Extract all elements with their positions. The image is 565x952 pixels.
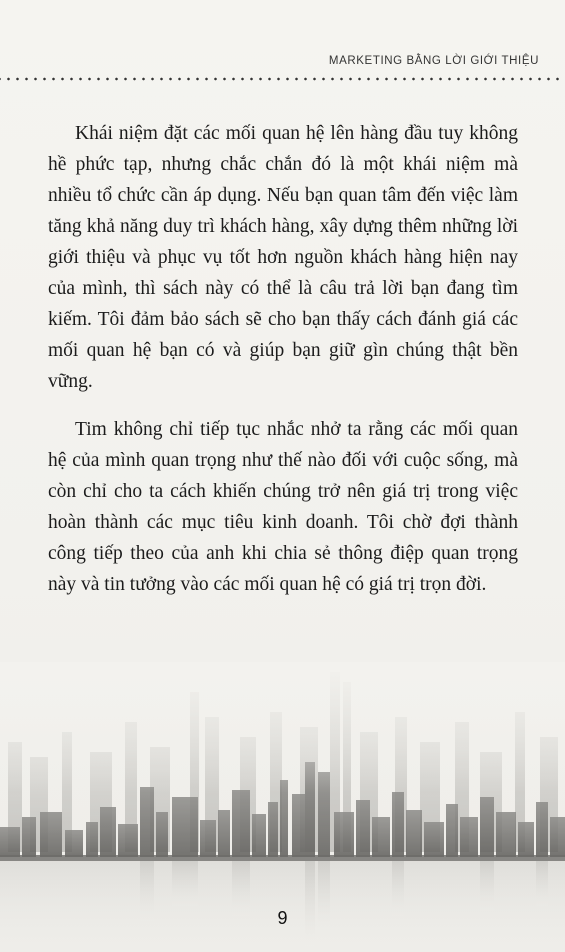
page-number: 9 [277,908,288,928]
paragraph-2: Tim không chỉ tiếp tục nhắc nhở ta rằng các mối quan hệ của mình quan trọng như thế nào đối với cuộc sống, mà còn chỉ cho ta cách khiến chúng trở nên giá trị trong việc hoàn thành các mục tiêu kinh doanh. Tôi chờ đợi thành công tiếp theo của anh khi chia sẻ thông điệp quan trọng này và tin tưởng vào các mối quan hệ có giá trị trọn đời. [48,419,518,595]
paragraph-1: Khái niệm đặt các mối quan hệ lên hàng đầu tuy không hề phức tạp, nhưng chắc chắn đó là một khái niệm mà nhiều tổ chức cần áp dụng. Nếu bạn quan tâm đến việc làm tăng khả năng duy trì khách hàng, xây dựng thêm những lời giới thiệu và phục vụ tốt hơn nguồn khách hàng hiện nay của mình, thì sách này có thể là câu trả lời bạn đang tìm kiếm. Tôi đảm bảo sách sẽ cho bạn thấy cách đánh giá các mối quan hệ bạn có và giúp bạn giữ gìn chúng thật bền vững. [48,123,518,392]
body-text [48,118,518,617]
dotted-divider [0,77,565,81]
running-header: MARKETING BẰNG LỜI GIỚI THIỆU [328,55,539,67]
